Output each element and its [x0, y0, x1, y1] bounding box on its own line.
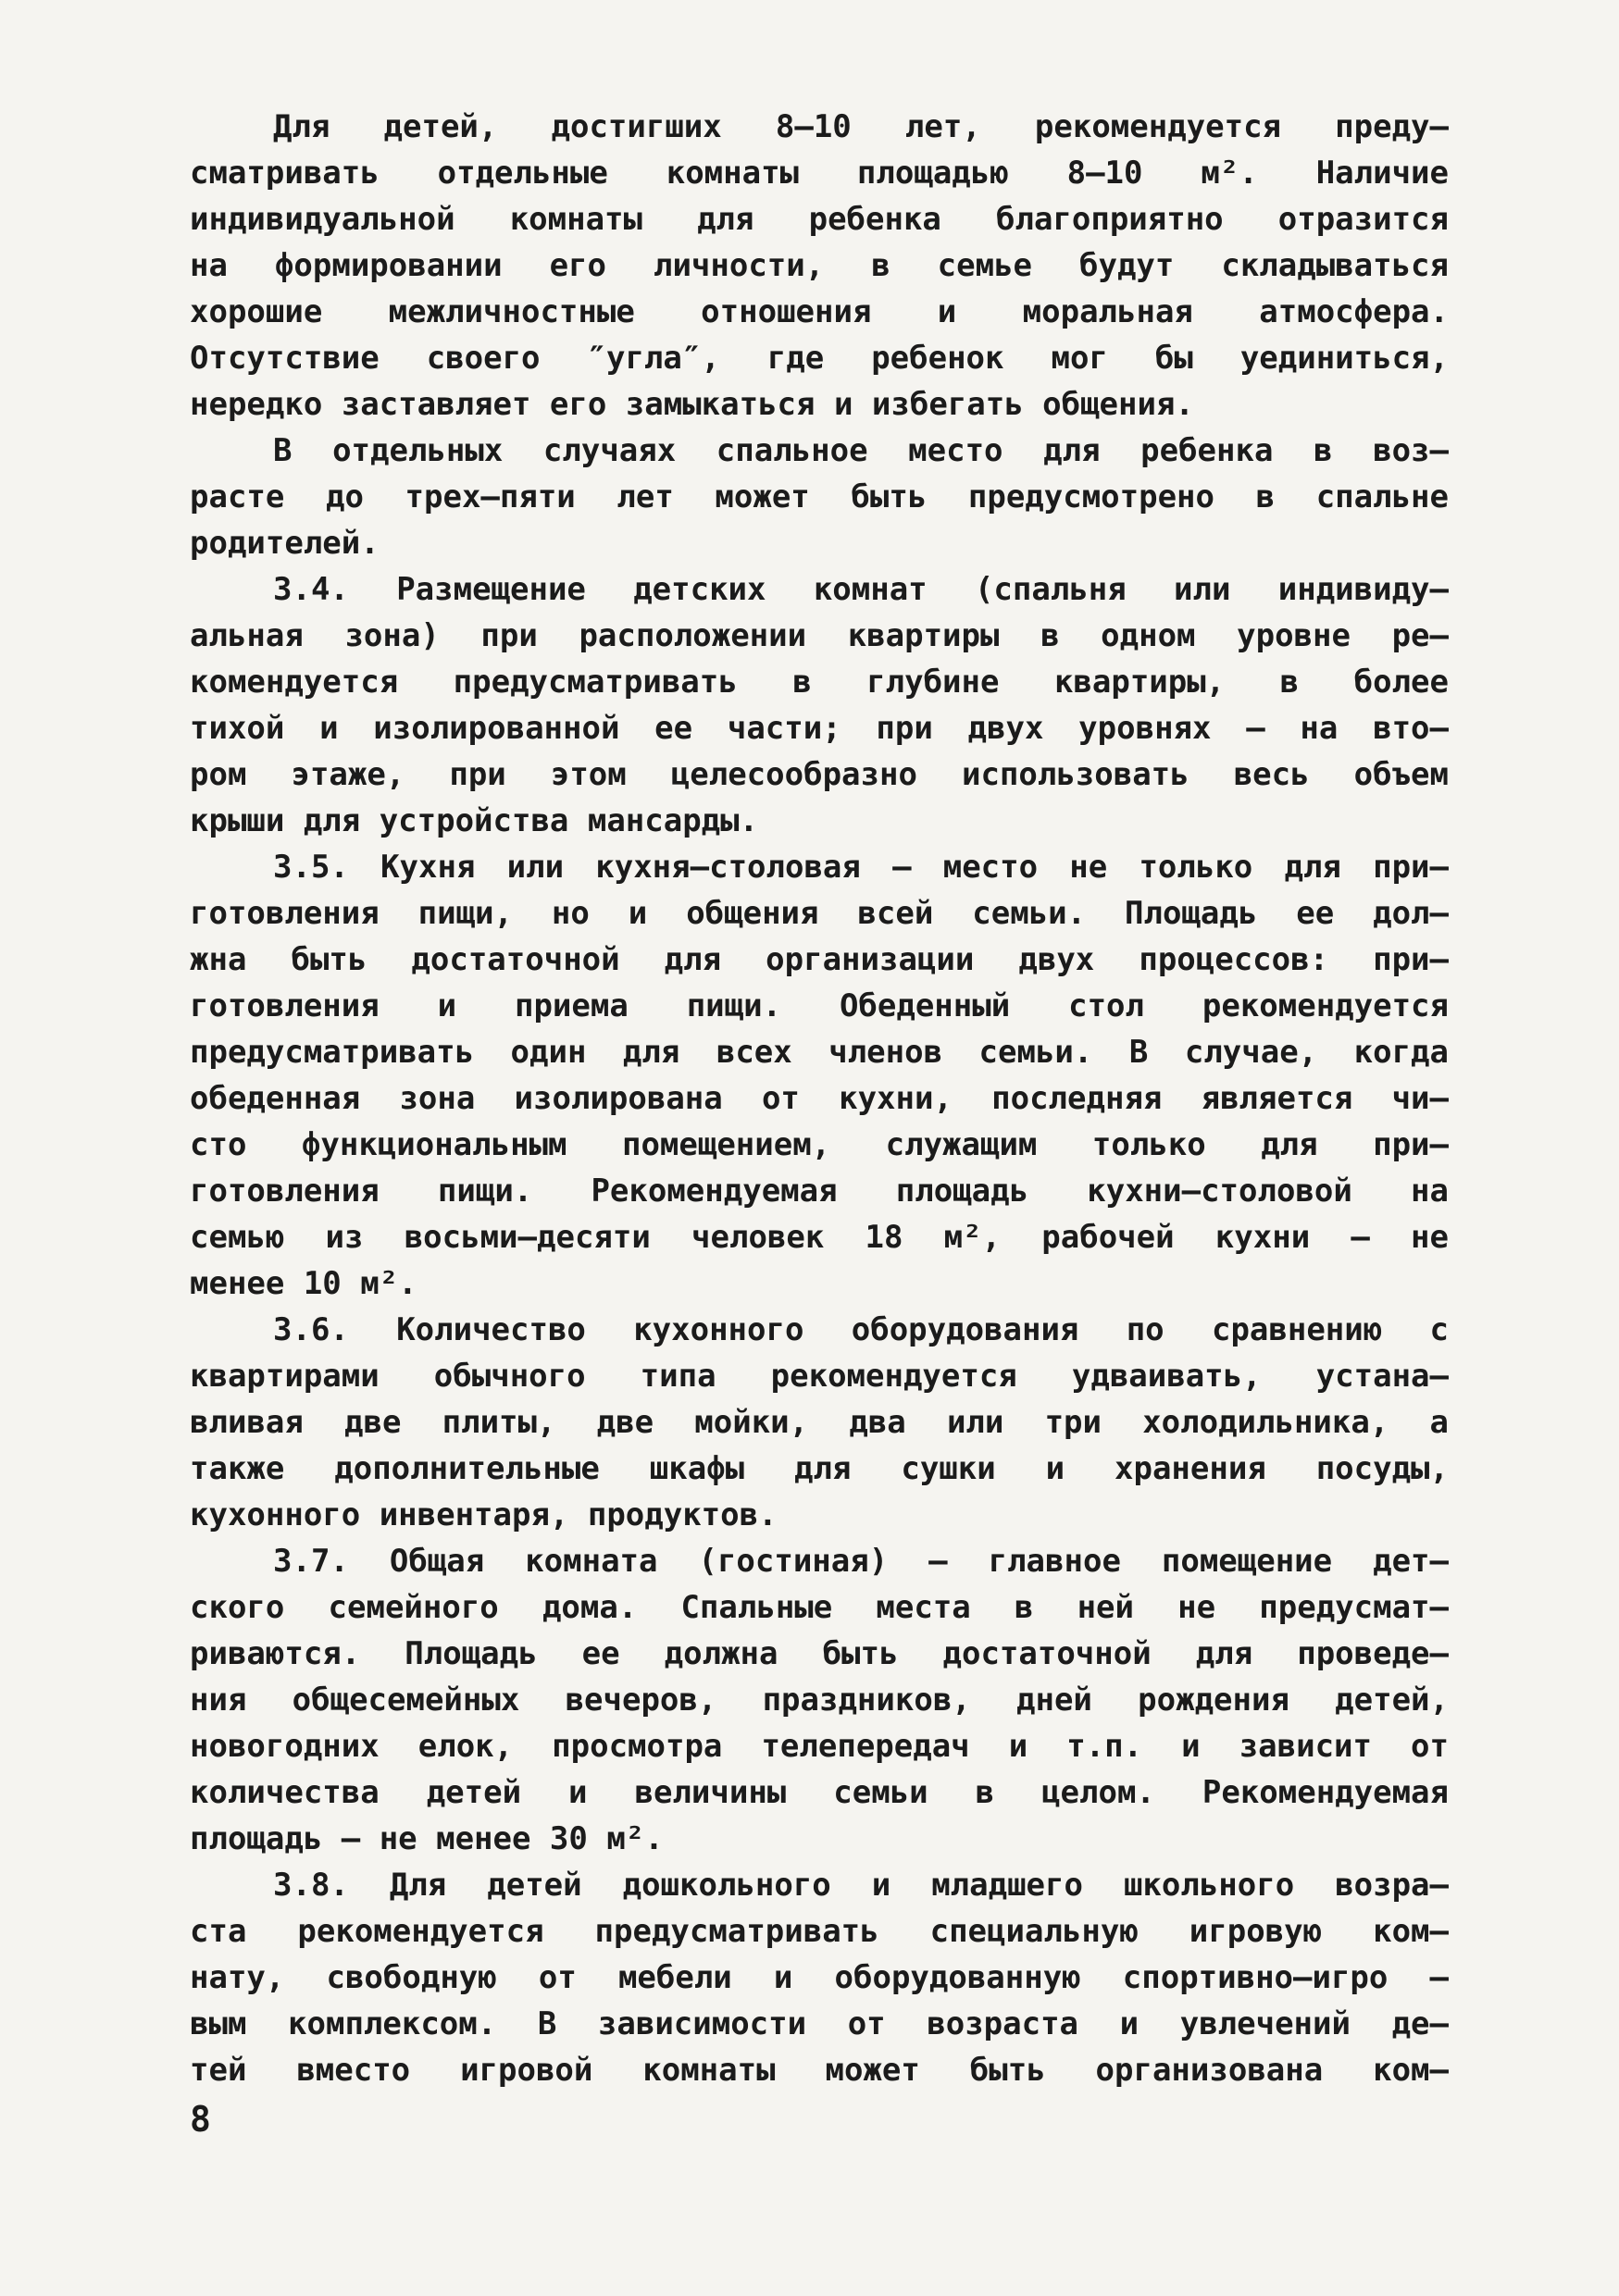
- text-line: комендуется предусматривать в глубине квартиры, в более: [190, 664, 1449, 701]
- text-line: нату, свободную от мебели и оборудованную спортивно–игро –: [190, 1959, 1449, 1996]
- text-line: семью из восьми–десяти человек 18 м², рабочей кухни – не: [190, 1219, 1449, 1256]
- text-line: готовления пищи, но и общения всей семьи. Площадь ее дол–: [190, 895, 1449, 932]
- text-line: нередко заставляет его замыкаться и избегать общения.: [190, 386, 1194, 423]
- text-line: предусматривать один для всех членов семьи. В случае, когда: [190, 1034, 1449, 1071]
- text-line: 3.6. Количество кухонного оборудования по сравнению с: [273, 1311, 1449, 1348]
- text-line: 3.8. Для детей дошкольного и младшего школьного возра–: [273, 1867, 1449, 1904]
- text-line: ста рекомендуется предусматривать специальную игровую ком–: [190, 1913, 1449, 1950]
- text-line: количества детей и величины семьи в целом. Рекомендуемая: [190, 1774, 1449, 1811]
- text-line: риваются. Площадь ее должна быть достаточной для проведе–: [190, 1635, 1449, 1672]
- text-line: 3.4. Размещение детских комнат (спальня или индивиду–: [273, 571, 1449, 608]
- text-line: менее 10 м².: [190, 1265, 417, 1302]
- paragraph: [190, 566, 1449, 844]
- text-line: индивидуальной комнаты для ребенка благоприятно отразится: [190, 201, 1449, 238]
- text-line: тей вместо игровой комнаты может быть организована ком–: [190, 2052, 1449, 2089]
- text-line: сматривать отдельные комнаты площадью 8–10 м². Наличие: [190, 155, 1449, 192]
- text-line: также дополнительные шкафы для сушки и хранения посуды,: [190, 1450, 1449, 1487]
- text-line: 3.7. Общая комната (гостиная) – главное помещение дет–: [273, 1543, 1449, 1580]
- text-line: вливая две плиты, две мойки, два или три холодильника, а: [190, 1404, 1449, 1441]
- text-line: расте до трех–пяти лет может быть предусмотрено в спальне: [190, 478, 1449, 515]
- text-line: вым комплексом. В зависимости от возраста и увлечений де–: [190, 2005, 1449, 2042]
- paragraph: [190, 1307, 1449, 1538]
- text-line: альная зона) при расположении квартиры в одном уровне ре–: [190, 617, 1449, 654]
- text-line: кухонного инвентаря, продуктов.: [190, 1496, 778, 1533]
- text-line: хорошие межличностные отношения и моральная атмосфера.: [190, 293, 1449, 330]
- text-line: на формировании его личности, в семье будут складываться: [190, 247, 1449, 284]
- text-line: тихой и изолированной ее части; при двух уровнях – на вто–: [190, 710, 1449, 747]
- text-line: ния общесемейных вечеров, праздников, дней рождения детей,: [190, 1682, 1449, 1719]
- text-line: готовления пищи. Рекомендуемая площадь кухни–столовой на: [190, 1173, 1449, 1210]
- text-line: обеденная зона изолирована от кухни, последняя является чи–: [190, 1080, 1449, 1117]
- text-line: квартирами обычного типа рекомендуется удваивать, устана–: [190, 1358, 1449, 1395]
- text-line: жна быть достаточной для организации двух процессов: при–: [190, 941, 1449, 978]
- body-text: [190, 104, 1449, 2093]
- page-number: 8: [190, 2099, 211, 2140]
- text-line: площадь – не менее 30 м².: [190, 1820, 664, 1857]
- text-line: В отдельных случаях спальное место для ребенка в воз–: [273, 432, 1449, 469]
- text-line: родителей.: [190, 525, 380, 562]
- text-line: ского семейного дома. Спальные места в ней не предусмат–: [190, 1589, 1449, 1626]
- text-line: Для детей, достигших 8–10 лет, рекомендуется преду–: [273, 108, 1449, 145]
- text-line: 3.5. Кухня или кухня–столовая – место не только для при–: [273, 849, 1449, 886]
- text-line: крыши для устройства мансарды.: [190, 802, 759, 839]
- paragraph: [190, 1862, 1449, 2093]
- text-line: готовления и приема пищи. Обеденный стол рекомендуется: [190, 987, 1449, 1024]
- paragraph: [190, 428, 1449, 566]
- text-line: новогодних елок, просмотра телепередач и т.п. и зависит от: [190, 1728, 1449, 1765]
- paragraph: [190, 1538, 1449, 1862]
- text-line: сто функциональным помещением, служащим только для при–: [190, 1126, 1449, 1163]
- paragraph: [190, 104, 1449, 428]
- paragraph: [190, 844, 1449, 1307]
- text-line: Отсутствие своего ″угла″, где ребенок мог бы уединиться,: [190, 340, 1449, 377]
- text-line: ром этаже, при этом целесообразно использовать весь объем: [190, 756, 1449, 793]
